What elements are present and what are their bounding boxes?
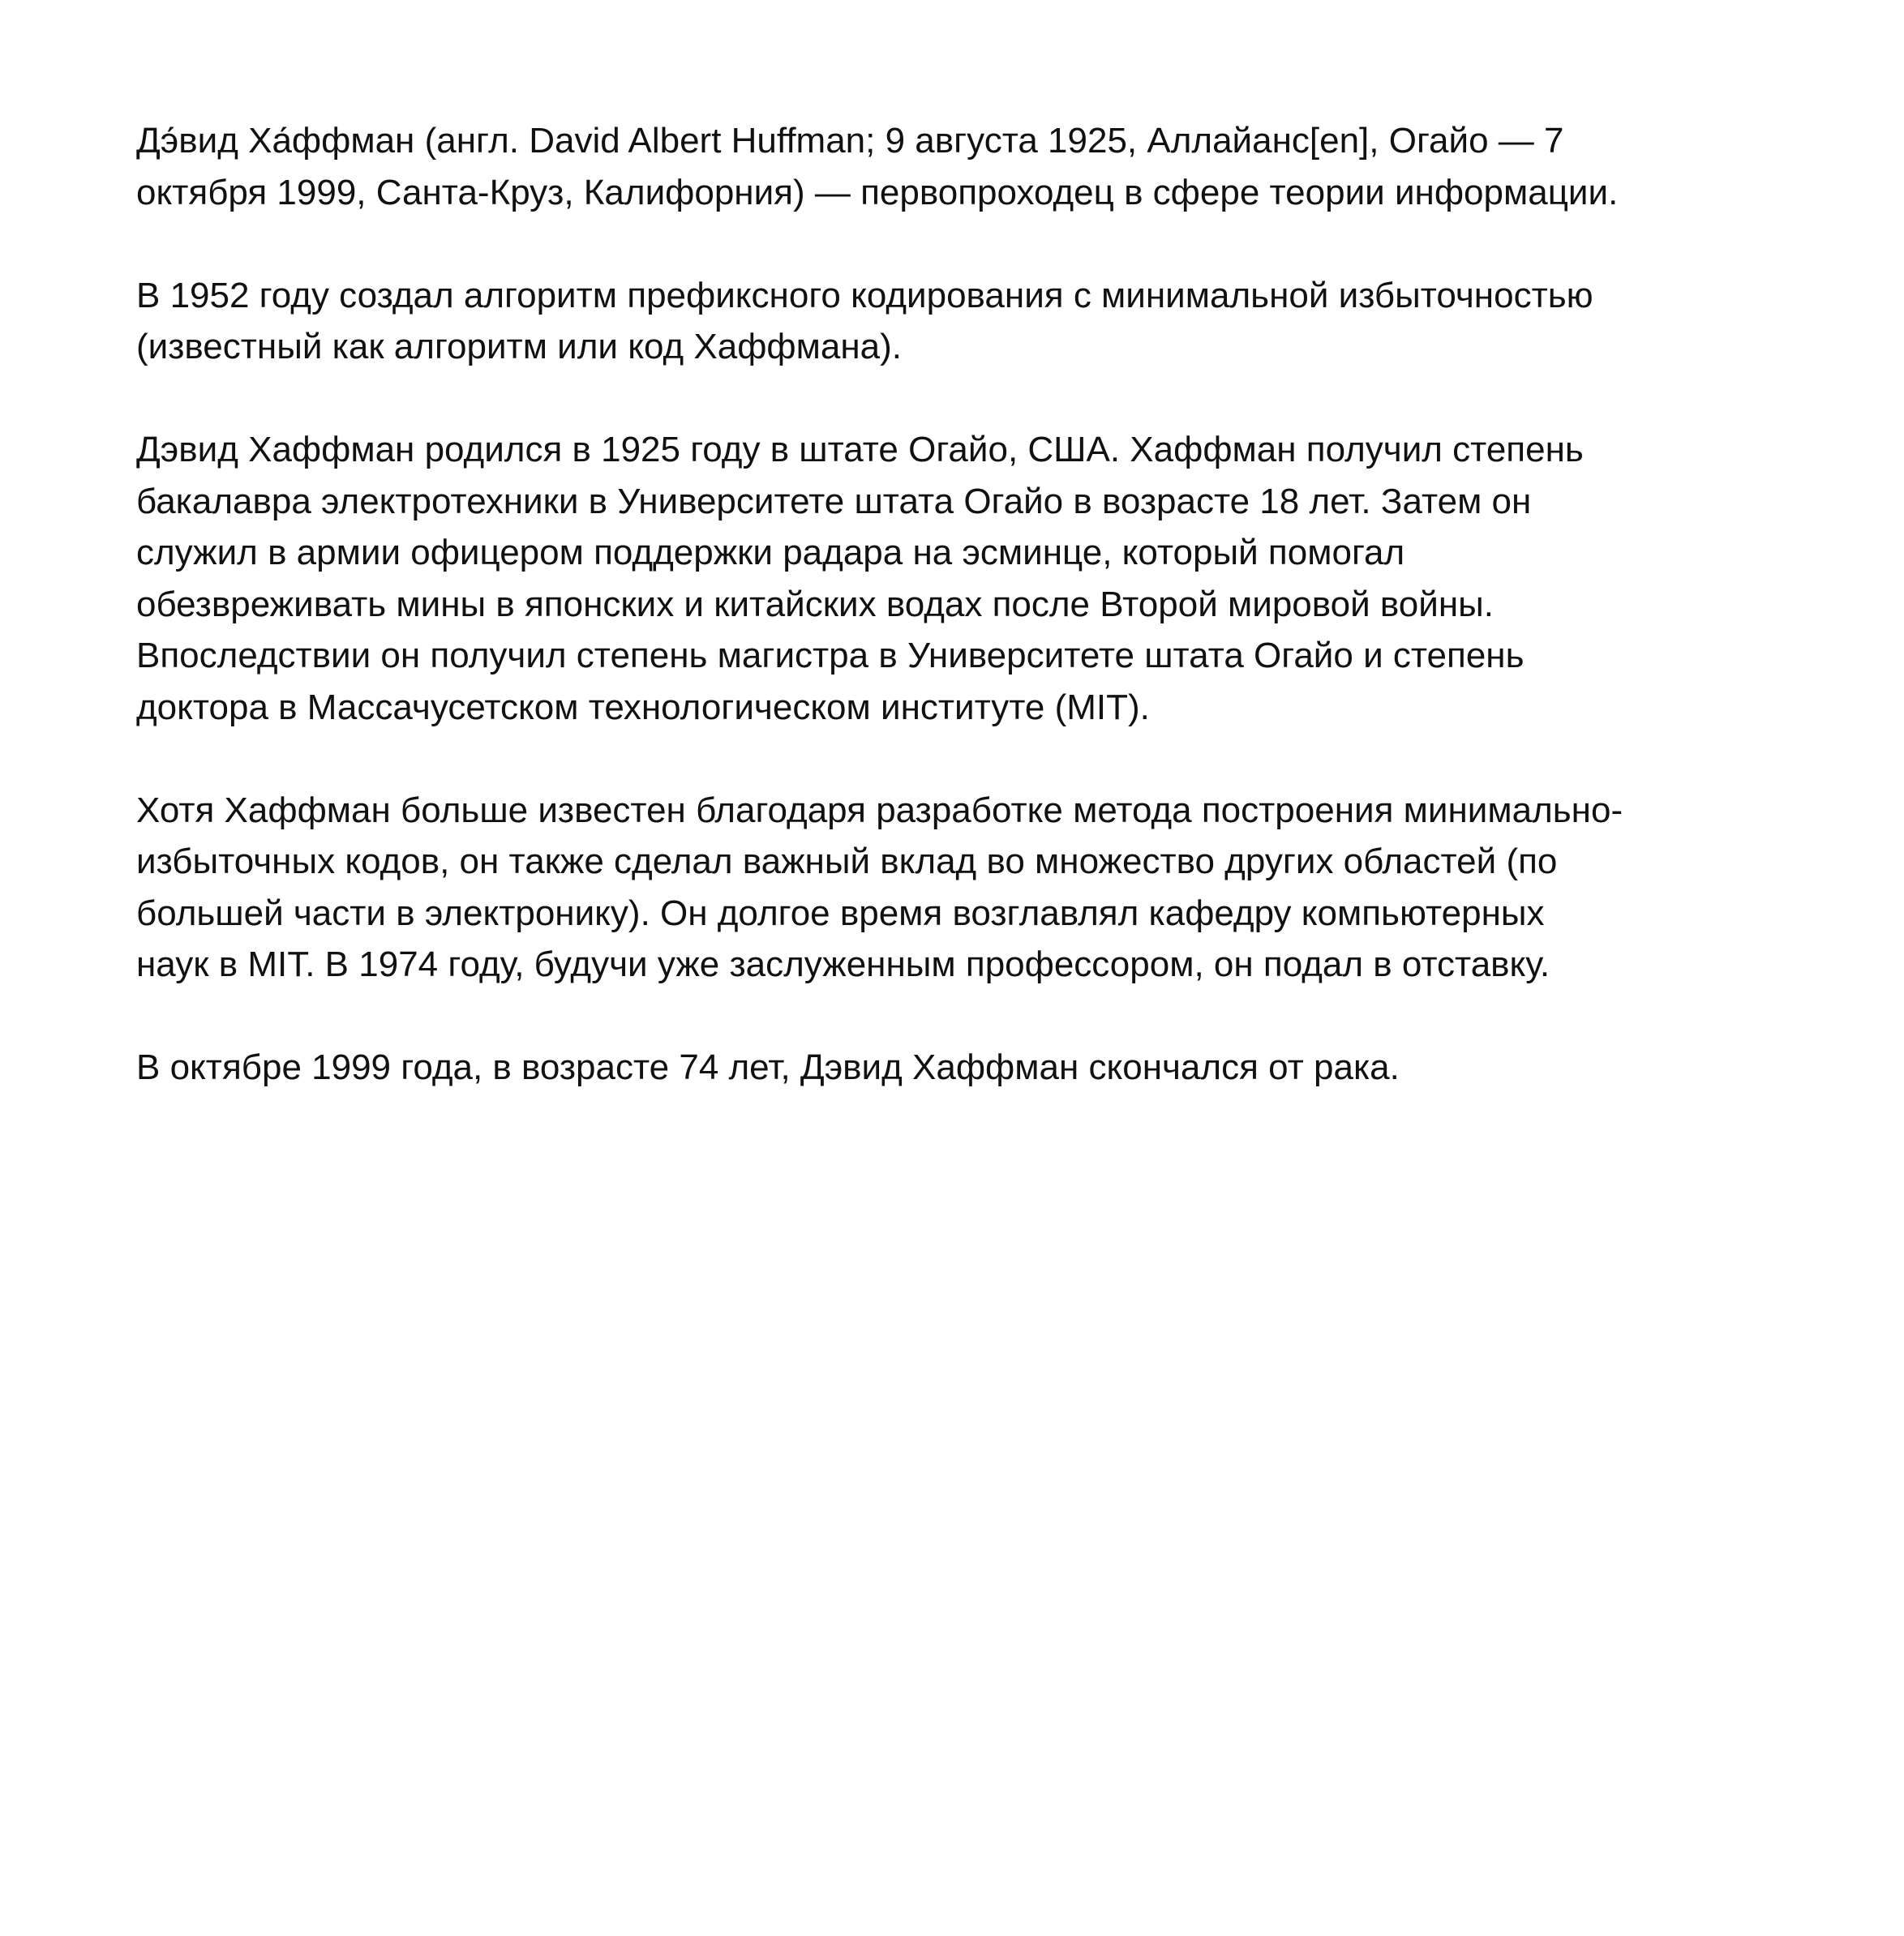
text-line: Дэ́вид Ха́ффман (англ. David Albert Huffman; 9 августа 1925, Аллайанс[en], Огайо — 7	[136, 121, 1564, 161]
text-line: доктора в Массачусетском технологическом институте (MIT).	[136, 687, 1150, 727]
text-line: В октябре 1999 года, в возрасте 74 лет, Дэвид Хаффман скончался от рака.	[136, 1047, 1400, 1087]
text-line: обезвреживать мины в японских и китайских водах после Второй мировой войны.	[136, 584, 1494, 624]
text-line: В 1952 году создал алгоритм префиксного кодирования с минимальной избыточностью	[136, 275, 1593, 315]
text-line: (известный как алгоритм или код Хаффмана).	[136, 327, 902, 366]
text-line: бакалавра электротехники в Университете штата Огайо в возрасте 18 лет. Затем он	[136, 481, 1532, 521]
text-line: Дэвид Хаффман родился в 1925 году в штате Огайо, США. Хаффман получил степень	[136, 430, 1584, 469]
paragraph-death	[136, 1042, 1823, 1094]
paragraph-intro	[136, 115, 1823, 218]
text-line: служил в армии офицером поддержки радара на эсминце, который помогал	[136, 533, 1405, 572]
text-line: октября 1999, Санта-Круз, Калифорния) — первопроходец в сфере теории информации.	[136, 172, 1619, 212]
text-line: наук в MIT. В 1974 году, будучи уже заслуженным профессором, он подал в отставку.	[136, 944, 1550, 984]
paragraph-biography	[136, 424, 1823, 733]
paragraph-contributions	[136, 785, 1823, 991]
text-line: Хотя Хаффман больше известен благодаря разработке метода построения минимально-	[136, 790, 1623, 830]
text-line: Впоследствии он получил степень магистра в Университете штата Огайо и степень	[136, 636, 1524, 675]
text-line: большей части в электронику). Он долгое время возглавлял кафедру компьютерных	[136, 893, 1545, 933]
paragraph-algorithm	[136, 270, 1823, 373]
document-body	[136, 115, 1823, 1145]
text-line: избыточных кодов, он также сделал важный вклад во множество других областей (по	[136, 842, 1558, 881]
